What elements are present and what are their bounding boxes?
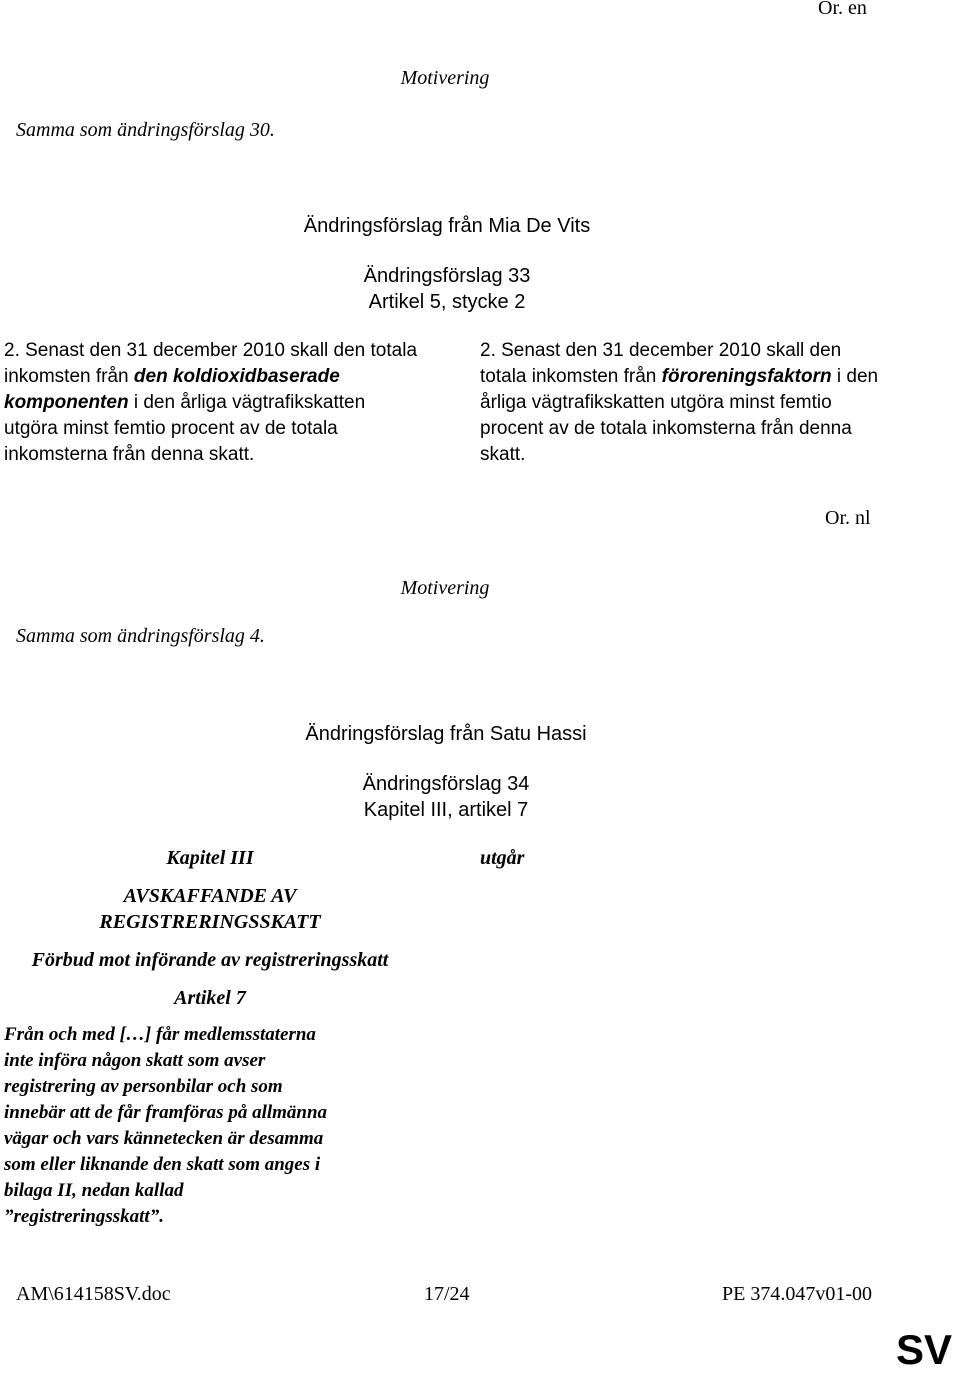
footer-doc-reference: AM\614158SV.doc <box>16 1283 171 1305</box>
justification-text: Samma som ändringsförslag 4. <box>16 625 265 647</box>
text-line: bilaga II, nedan kallad <box>4 1180 184 1201</box>
chapter-label: Kapitel III <box>166 847 254 869</box>
amendment-author: Ändringsförslag från Mia De Vits <box>303 215 591 237</box>
original-text: 2. Senast den 31 december 2010 skall den totala inkomsten från <box>4 340 418 387</box>
original-language-en: Or. en <box>818 0 867 19</box>
amended-text-emphasis: föroreningsfaktorn <box>661 366 832 387</box>
language-code: SV <box>896 1326 953 1373</box>
motivering-heading: Motivering <box>400 577 490 599</box>
original-text-column <box>4 338 424 468</box>
article-label: Artikel 7 <box>174 987 246 1009</box>
deleted-marker: utgår <box>480 847 525 869</box>
text-line: som eller liknande den skatt som anges i <box>4 1154 321 1175</box>
amended-text: 2. Senast den 31 december 2010 skall den totala inkomsten från <box>480 340 842 387</box>
justification-text: Samma som ändringsförslag 30. <box>16 119 275 141</box>
amendment-author: Ändringsförslag från Satu Hassi <box>305 723 587 745</box>
footer-pe-reference: PE 374.047v01-00 <box>722 1283 872 1305</box>
amended-text-column <box>480 338 890 468</box>
chapter-title: REGISTRERINGSSKATT <box>99 911 321 933</box>
amendment-reference: Artikel 5, stycke 2 <box>368 291 526 313</box>
article-heading: Förbud mot införande av registreringsskatt <box>31 949 389 971</box>
text-line: inte införa någon skatt som avser <box>4 1050 266 1071</box>
text-line: vägar och vars kännetecken är desamma <box>4 1128 324 1149</box>
deleted-article-text <box>4 1022 424 1230</box>
amended-text-rest: i den årliga vägtrafikskatten utgöra minst femtio procent av de totala inkomsterna från denna skatt. <box>480 366 879 465</box>
footer-page-number: 17/24 <box>424 1283 470 1305</box>
chapter-title: AVSKAFFANDE AV <box>123 885 297 907</box>
amendment-number: Ändringsförslag 33 <box>363 265 531 287</box>
original-text-emphasis: den koldioxidbaserade komponenten <box>4 366 340 413</box>
amendment-number: Ändringsförslag 34 <box>362 773 530 795</box>
amendment-reference: Kapitel III, artikel 7 <box>363 799 529 821</box>
original-language-nl: Or. nl <box>825 507 871 529</box>
text-line: ”registreringsskatt”. <box>4 1206 164 1227</box>
text-line: Från och med […] får medlemsstaterna <box>4 1024 316 1045</box>
motivering-heading: Motivering <box>400 67 490 89</box>
text-line: innebär att de får framföras på allmänna <box>4 1102 328 1123</box>
text-line: registrering av personbilar och som <box>4 1076 283 1097</box>
original-text-rest: i den årliga vägtrafikskatten utgöra minst femtio procent av de totala inkomsterna från denna skatt. <box>4 392 366 465</box>
